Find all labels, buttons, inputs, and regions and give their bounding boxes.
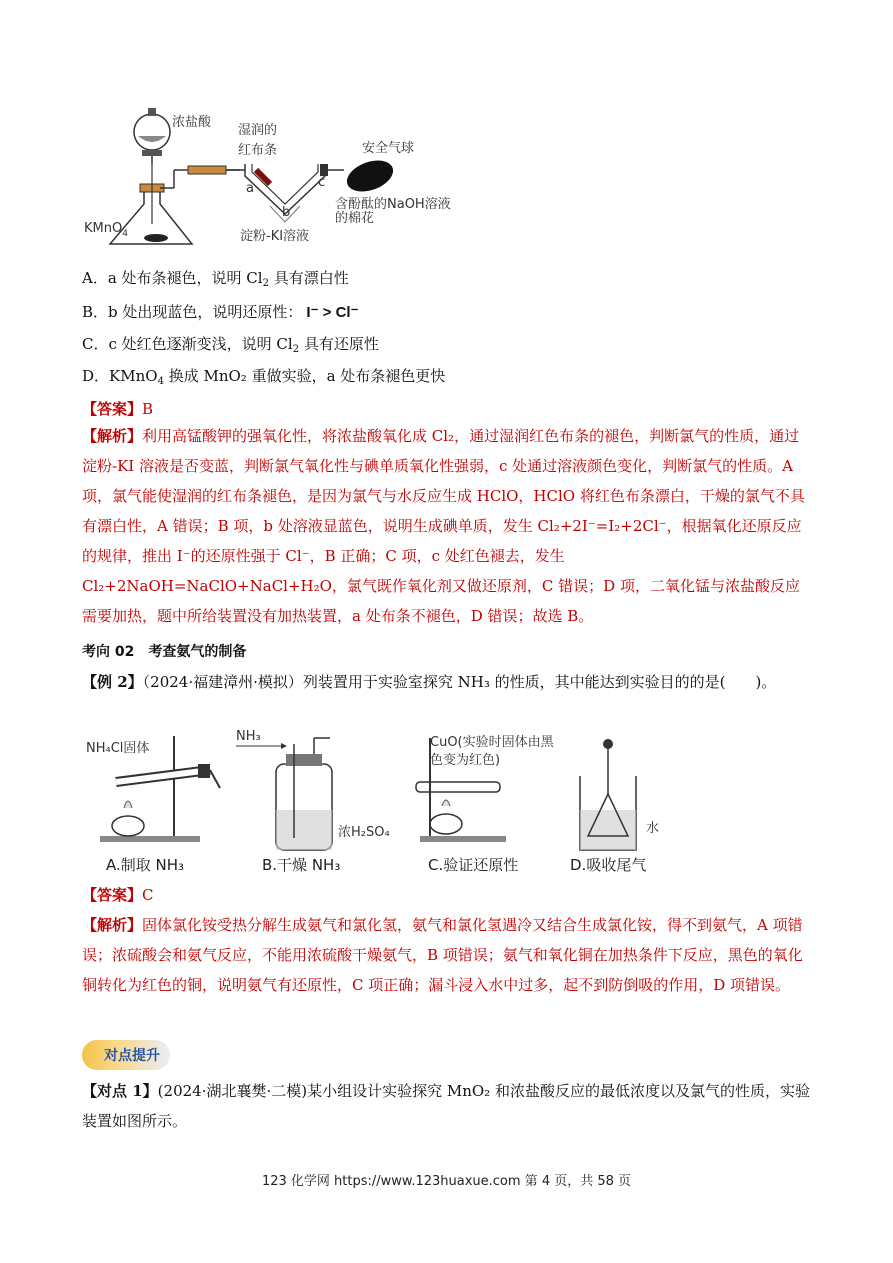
label-nh4cl-solid: NH₄Cl固体 [86, 741, 150, 756]
label-b: b [282, 205, 291, 220]
page-footer: 123 化学网 https://www.123huaxue.com 第 4 页，共 58 页 [261, 1174, 632, 1189]
caption-c: C.验证还原性 [428, 856, 519, 874]
label-c: c [318, 175, 326, 190]
badge-text: 对点提升 [104, 1048, 160, 1064]
label-kmno4: KMnO$_4$ [84, 221, 128, 239]
label-nh3-inlet: NH₃ [236, 729, 261, 744]
practice-question-1: 【对点 1】(2024·湖北襄樊·二模)某小组设计实验探究 MnO₂ 和浓盐酸反应的最低浓度以及氯气的性质，实验装置如图所示。 [82, 1082, 810, 1130]
option-a: A．a 处布条褪色，说明 $Cl_2$ 具有漂白性 [82, 269, 349, 289]
ammonia-apparatus-figure [80, 728, 680, 878]
caption-a: A.制取 NH₃ [106, 856, 185, 874]
label-safety-balloon: 安全气球 [362, 141, 415, 156]
label-concentrated-hcl: 浓盐酸 [172, 115, 212, 130]
label-conc-h2so4: 浓H₂SO₄ [338, 825, 390, 840]
option-b: B．b 处出现蓝色，说明还原性： I⁻ > Cl⁻ [82, 303, 359, 321]
practice-badge [82, 1040, 170, 1070]
analysis-1: 【解析】利用高锰酸钾的强氧化性，将浓盐酸氧化成 Cl₂，通过湿润红色布条的褪色，判断氯气的性质，通过淀粉-KI 溶液是否变蓝，判断氯气氧化性与碘单质氧化性强弱，c 处通过溶液颜色变化，判断氯气的性质。A 项，氯气能使湿润的红布条褪色，是因为氯气与水反应生成 HClO，HClO 将红色布条漂白，干燥的氯气不具有漂白性，A 错误；B 项，b 处溶液显蓝色，说明生成碘单质，发生 Cl₂+2I⁻=I₂+2Cl⁻，根据氧化还原反应的规律，推出 I⁻的还原性强于 Cl⁻，B 正确；C 项，c 处红色褪去，发生 Cl₂+2NaOH=NaClO+NaCl+H₂O，氯气既作氧化剂又做还原剂，C 错误；D 项，二氧化锰与浓盐酸反应需要加热，题中所给装置没有加热装置，a 处布条不褪色，D 错误；故选 B。 [82, 427, 805, 625]
option-c: C．c 处红色逐渐变浅，说明 $Cl_2$ 具有还原性 [82, 335, 379, 355]
label-water: 水 [646, 821, 660, 836]
answer-2: 【答案】C [82, 886, 154, 904]
example-2: 【例 2】（2024·福建漳州·模拟）列装置用于实验室探究 NH₃ 的性质，其中能达到实验目的的是( )。 [82, 673, 777, 691]
label-red-cloth: 红布条 [238, 143, 278, 158]
label-naoh-cotton-1: 含酚酞的NaOH溶液 [335, 197, 451, 212]
analysis-2: 【解析】固体氯化铵受热分解生成氨气和氯化氢，氨气和氯化氢遇冷又结合生成氯化铵，得不到氨气，A 项错误；浓硫酸会和氨气反应，不能用浓硫酸干燥氨气，B 项错误；氨气和氧化铜在加热条件下反应，黑色的氧化铜转化为红色的铜，说明氨气有还原性，C 项正确；漏斗浸入水中过多，起不到防倒吸的作用，D 项错误。 [82, 916, 803, 994]
label-starch-ki: 淀粉-KI溶液 [240, 229, 310, 244]
caption-b: B.干燥 NH₃ [262, 856, 341, 874]
caption-d: D.吸收尾气 [570, 856, 647, 874]
label-cuo-2: 色变为红色) [430, 753, 501, 768]
option-d: D．KMnO$_4$ 换成 MnO₂ 重做实验，a 处布条褪色更快 [82, 367, 446, 387]
reducibility-formula: I⁻ > Cl⁻ [306, 304, 359, 321]
label-naoh-cotton-2: 的棉花 [335, 211, 375, 226]
answer-1: 【答案】B [82, 400, 154, 418]
chlorine-apparatus-figure [80, 104, 480, 254]
section-title: 考向 02 考查氨气的制备 [82, 644, 247, 660]
label-a: a [246, 181, 254, 196]
label-cuo-1: CuO(实验时固体由黑 [430, 735, 554, 750]
label-wet: 湿润的 [238, 123, 278, 138]
